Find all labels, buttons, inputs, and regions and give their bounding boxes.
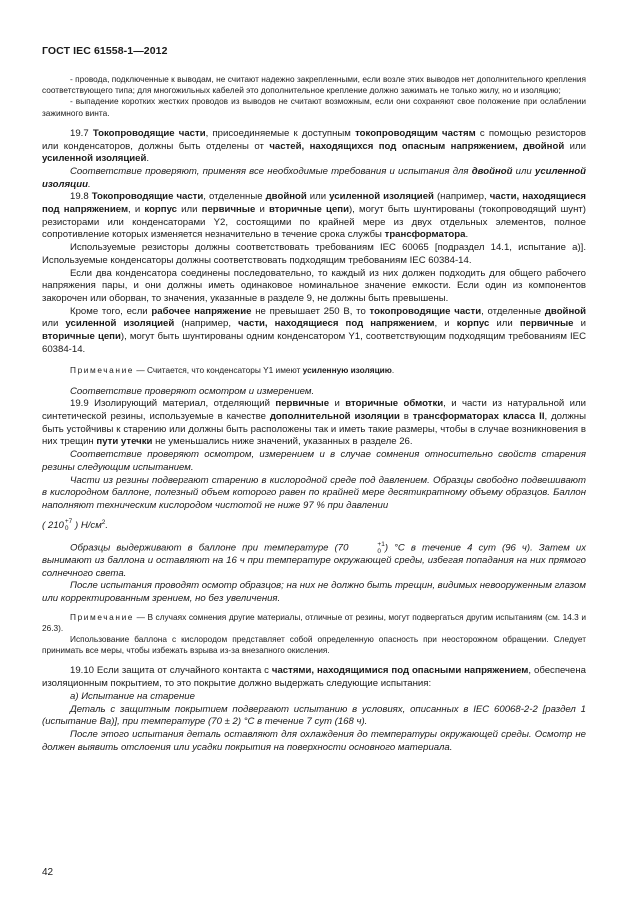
paragraph-wire-falling: - выпадение коротких жестких проводов из выводов не считают возможным, если они сохраняют свое положение при ослаблении зажимного винта.: [42, 96, 586, 118]
page-number: 42: [42, 867, 54, 878]
paragraph-after-test: После этого испытания деталь оставляют для охлаждения до температуры окружающей среды. Осмотр не должен выявить отслоения или усадки покрытия на поверхности основного материала.: [42, 728, 586, 753]
clause-19-7: 19.7 Токопроводящие части, присоединяемые к доступным токопроводящим частям с помощью резисторов или конденсаторов, должны быть отделены от частей, находящихся под опасным напряжением, двойной или усиленной изоляцией.: [42, 127, 586, 165]
paragraph-ageing-test: Деталь с защитным покрытием подвергают испытанию в условиях, описанных в IEC 60068-2-2 [раздел 1 (испытание Ва)], при температуре (70 ± 2) °С в течение 7 сут (168 ч).: [42, 703, 586, 728]
paragraph-working-voltage: Кроме того, если рабочее напряжение не превышает 250 В, то токопроводящие части, отделенные двойной или усиленной изоляцией (например, части, находящиеся под напряжением, и корпус или первичные и вторичные цепи), могут быть шунтированы одним конденсатором Y1, соответствующим подходящим требованиям IEC 60384-14.: [42, 305, 586, 355]
pressure-formula: ( 210 +7 0 ) $Н/см^2$.: [42, 518, 109, 533]
paragraph-rubber-ageing: Части из резины подвергают старению в кислородной среде под давлением. Образцы свободно подвешивают в кислородном баллоне, полезный объем которого равен по крайней мере десятикратному объему образцов. Баллон наполняют техническим кислородом чистотой не ниже 97 % при давлении: [42, 474, 586, 511]
paragraph-resistors: Используемые резисторы должны соответствовать требованиям IEC 60065 [подраздел 14.1, испытание а)]. Используемые конденсаторы должны соответствовать подходящим требованиям IEC 60384-14.: [42, 242, 586, 266]
clause-19-10: 19.10 Если защита от случайного контакта с частями, находящимися под опасными напряжением, обеспечена изоляционным покрытием, то это покрытие должно выдержать следующие испытания:: [42, 665, 587, 690]
page-header: ГОСТ IEC 61558-1—2012: [42, 45, 168, 57]
clause-19-8: 19.8 Токопроводящие части, отделенные двойной или усиленной изоляцией (например, части, находящиеся под напряжением, и корпус или первичные и вторичные цепи), могут быть шунтированы (токопроводящий шунт) резисторами или конденсаторами Y2, состоящими по крайней мере из двух отдельных элементов, полное сопротивление которых изменяется незначительно в течение срока службы трансформатора.: [42, 191, 587, 241]
compliance-19-9: Соответствие проверяют осмотром, измерением и в случае сомнения относительно свойств старения резины следующим испытанием.: [42, 449, 586, 473]
paragraph-oxygen-hazard: Использование баллона с кислородом представляет собой определенную опасность при неосторожном обращении. Следует принимать все меры, чтобы избежать взрыва из-за внезапного окисления.: [42, 634, 586, 656]
paragraph-samples-kept: Образцы выдерживают в баллоне при температуре (70 +1 0 ) °С в течение 4 сут (96 ч). Затем их вынимают из баллона и оставляют на 16 ч при температуре окружающей среды, избегая попадания на них прямого солнечного света.: [42, 540, 587, 579]
test-ageing-heading: а) Испытание на старение: [70, 690, 195, 702]
note-y1-capacitors: Примечание — Считается, что конденсаторы Y1 имеют усиленную изоляцию.: [70, 365, 395, 376]
page-content: [42, 74, 586, 754]
compliance-19-8: Соответствие проверяют осмотром и измерением.: [70, 385, 315, 397]
paragraph-inspection: После испытания проводят осмотр образцов; на них не должно быть трещин, видимых невооруженным глазом или корректированным зрением, но без увеличения.: [42, 580, 586, 604]
note-other-materials: Примечание — В случаях сомнения другие материалы, отличные от резины, могут подвергаться другим испытаниям (см. 14.3 и 26.3).: [42, 611, 586, 633]
clause-19-9: 19.9 Изолирующий материал, отделяющий первичные и вторичные обмотки, и части из натуральной или синтетической резины, используемые в качестве дополнительной изоляции в трансформаторах класса II, должны быть устойчивы к старению или должны быть расположены так и иметь такие размеры, чтобы в случае возникновения в них трещин пути утечки не уменьшались ниже значений, указанных в разделе 26.: [42, 398, 586, 448]
paragraph-capacitors-series: Если два конденсатора соединены последовательно, то каждый из них должен подходить для общего рабочего напряжения пары, и они должны иметь одинаковое номинальное значение емкости. Если один из компонентов закорочен или оборван, то значения, указанные в разделе 9, не должны быть превышены.: [42, 267, 586, 304]
paragraph-wire-fixing: - провода, подключенные к выводам, не считают надежно закрепленными, если возле этих выводов нет дополнительного крепления соответствующего типа; для многожильных кабелей это дополнительное крепление должно зажимать не только жилу, но и изоляцию;: [42, 74, 586, 96]
compliance-19-7: Соответствие проверяют, применяя все необходимые требования и испытания для двойной или усиленной изоляции.: [42, 165, 587, 190]
